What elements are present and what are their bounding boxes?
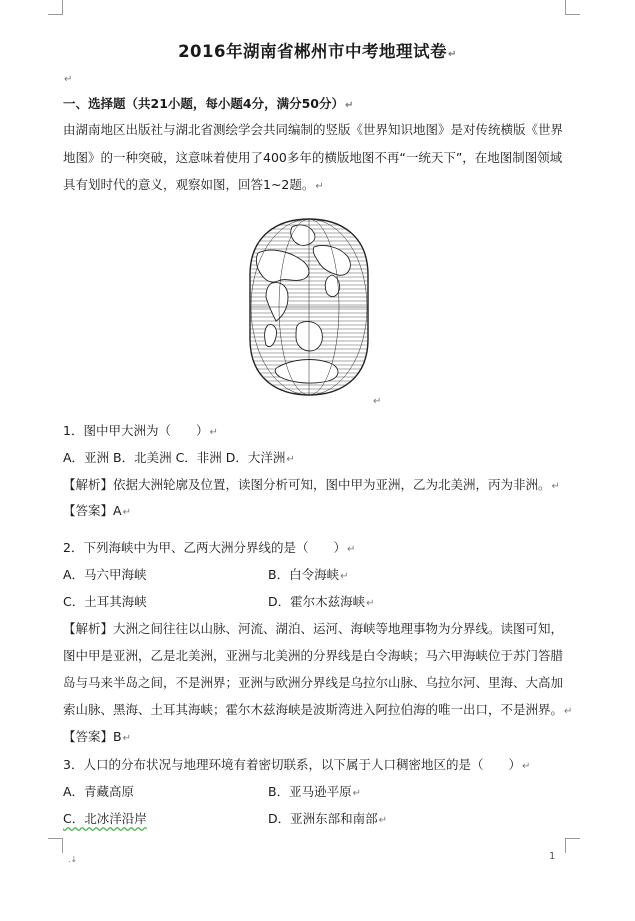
q2-option-d-text: D．霍尔木兹海峡 — [268, 594, 366, 609]
q3-option-c — [63, 811, 147, 827]
q2-analysis-line-4: 索山脉、黑海、土耳其海峡；霍尔木兹海峡是波斯湾进入阿拉伯海的唯一出口，不是洲界。↵ — [63, 702, 573, 717]
q2-option-b: B．白令海峡↵ — [268, 567, 349, 582]
q1-analysis: 【解析】依据大洲轮廓及位置，读图分析可知，图中甲为亚洲，乙为北美洲，丙为非洲。↵ — [63, 477, 560, 492]
q2-analysis-line-4-text: 索山脉、黑海、土耳其海峡；霍尔木兹海峡是波斯湾进入阿拉伯海的唯一出口，不是洲界。 — [63, 702, 564, 717]
vertical-world-map-figure — [248, 217, 370, 397]
q3-option-d-text: D．亚洲东部和南部 — [268, 811, 378, 826]
q1-options: A．亚洲 B．北美洲 C．非洲 D．大洋洲↵ — [63, 450, 295, 465]
q1-options-text: A．亚洲 B．北美洲 C．非洲 D．大洋洲 — [63, 450, 286, 465]
intro-line-3-text: 具有划时代的意义，观察如图，回答1~2题。 — [63, 177, 315, 192]
crop-mark-top-right — [565, 0, 580, 15]
q3-stem: 3．人口的分布状况与地理环境有着密切联系，以下属于人口稠密地区的是（ ）↵ — [63, 757, 531, 772]
section-heading-text: 一、选择题（共21小题，每小题4分，满分50分） — [63, 96, 344, 111]
page-number: 1 — [549, 851, 556, 862]
crop-mark-top-left — [48, 0, 63, 15]
document-title: 2016年湖南省郴州市中考地理试卷↵ — [178, 42, 457, 61]
crop-mark-bottom-left — [48, 838, 63, 853]
q3-option-a: A．青藏高原 — [63, 784, 135, 799]
q2-answer: 【答案】B↵ — [63, 729, 131, 744]
q2-option-b-text: B．白令海峡 — [268, 567, 340, 582]
intro-line-3: 具有划时代的意义，观察如图，回答1~2题。↵ — [63, 177, 324, 192]
figure-paragraph-mark: ↵ — [373, 396, 382, 407]
q3-option-c-text: C．北冰洋沿岸 — [63, 811, 147, 826]
q1-answer: 【答案】A↵ — [63, 503, 131, 518]
crop-mark-bottom-right — [565, 838, 580, 853]
q1-stem-text: 1．图中甲大洲为（ ） — [63, 423, 209, 438]
q2-analysis-line-3: 岛与马来半岛之间，不是洲界；亚洲与欧洲分界线是乌拉尔山脉、乌拉尔河、里海、大高加 — [63, 675, 564, 690]
q2-stem: 2．下列海峡中为甲、乙两大洲分界线的是（ ）↵ — [63, 540, 356, 555]
q2-option-d: D．霍尔木兹海峡↵ — [268, 594, 375, 609]
q1-answer-text: 【答案】A — [63, 503, 122, 518]
q3-option-b-text: B．亚马逊平原 — [268, 784, 352, 799]
q1-stem: 1．图中甲大洲为（ ）↵ — [63, 423, 218, 438]
q2-analysis-line-1: 【解析】大洲之间往往以山脉、河流、湖泊、运河、海峡等地理事物为分界线。读图可知， — [63, 621, 564, 636]
blank-paragraph-mark: ↵ — [64, 74, 73, 85]
footer-paragraph-mark: .↓ — [68, 855, 78, 864]
world-map-image — [248, 217, 370, 397]
intro-line-2: 地图》的一种突破，这意味着使用了400多年的横版地图不再“一统天下”，在地图制图领域 — [63, 150, 563, 165]
title-text: 2016年湖南省郴州市中考地理试卷 — [178, 42, 448, 61]
q1-analysis-text: 【解析】依据大洲轮廓及位置，读图分析可知，图中甲为亚洲，乙为北美洲，丙为非洲。 — [63, 477, 551, 492]
q2-stem-text: 2．下列海峡中为甲、乙两大洲分界线的是（ ） — [63, 540, 346, 555]
q2-analysis-line-2: 图中甲是亚洲，乙是北美洲，亚洲与北美洲的分界线是白令海峡；马六甲海峡位于苏门答腊 — [63, 648, 564, 663]
q3-option-b: B．亚马逊平原↵ — [268, 784, 361, 799]
q3-stem-text: 3．人口的分布状况与地理环境有着密切联系，以下属于人口稠密地区的是（ ） — [63, 757, 521, 772]
section-heading: 一、选择题（共21小题，每小题4分，满分50分）↵ — [63, 96, 354, 111]
q2-answer-text: 【答案】B — [63, 729, 122, 744]
q2-option-a: A．马六甲海峡 — [63, 567, 147, 582]
q2-option-c: C．土耳其海峡 — [63, 594, 147, 609]
intro-line-1: 由湖南地区出版社与湖北省测绘学会共同编制的竖版《世界知识地图》是对传统横版《世界 — [63, 122, 564, 137]
q3-option-d: D．亚洲东部和南部↵ — [268, 811, 388, 826]
